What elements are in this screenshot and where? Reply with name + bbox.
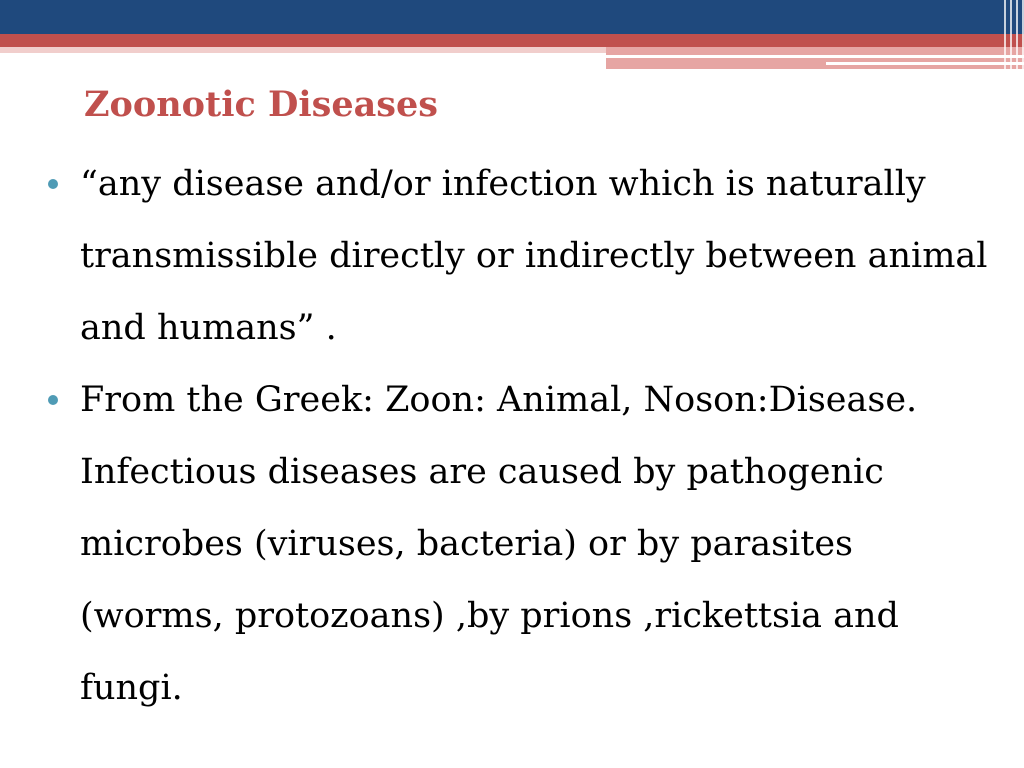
bullet-item — [80, 148, 990, 364]
bullet-dot-icon — [48, 395, 58, 405]
bullet-dot-icon — [48, 179, 58, 189]
header-band-notch — [606, 47, 1024, 69]
bullet-text: “any disease and/or infection which is naturally transmissible directly or indirectly between animal and humans” . — [80, 164, 988, 348]
header-notch-line — [606, 55, 1024, 58]
header-band-pink — [0, 47, 606, 53]
bullet-text: From the Greek: Zoon: Animal, Noson:Disease. Infectious diseases are caused by pathogenic microbes (viruses, bacteria) or by parasites (worms, protozoans) ,by prions ,rickettsia and fungi. — [80, 380, 918, 708]
header-band-red — [0, 34, 1024, 47]
header-band-blue — [0, 0, 1024, 34]
header-vertical-stripes — [994, 0, 1024, 69]
bullet-list — [80, 148, 990, 724]
bullet-item — [80, 364, 990, 724]
slide-title: Zoonotic Diseases — [84, 84, 438, 125]
